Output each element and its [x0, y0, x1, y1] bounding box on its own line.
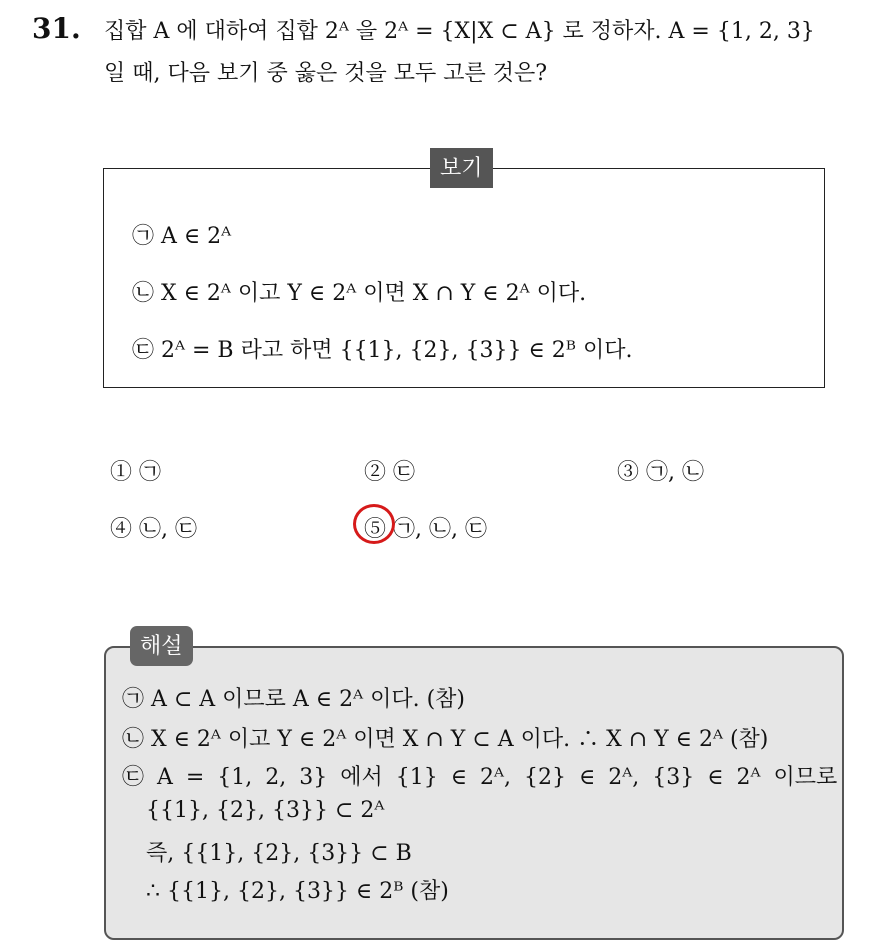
bogi-title: 보기 [430, 148, 493, 188]
answer-circle-mark [353, 504, 395, 544]
solution-line-2: ㉡ X ∈ 2ᴬ 이고 Y ∈ 2ᴬ 이면 X ∩ Y ⊂ A 이다. ∴ X ∩ Y ∈ 2ᴬ (참) [122, 727, 769, 752]
question-text-line-1: 집합 A 에 대하여 집합 2ᴬ 을 2ᴬ = {X|X ⊂ A} 로 정하자. A = {1, 2, 3} [104, 19, 815, 44]
bogi-item-2: ㉡ X ∈ 2ᴬ 이고 Y ∈ 2ᴬ 이면 X ∩ Y ∈ 2ᴬ 이다. [132, 281, 587, 306]
solution-line-6: ∴ {{1}, {2}, {3}} ∈ 2ᴮ (참) [146, 879, 449, 904]
solution-line-4: {{1}, {2}, {3}} ⊂ 2ᴬ [146, 798, 385, 823]
solution-line-5: 즉, {{1}, {2}, {3}} ⊂ B [146, 841, 412, 866]
choice-1[interactable]: ① ㉠ [110, 460, 161, 485]
choice-3[interactable]: ③ ㉠, ㉡ [617, 460, 704, 485]
solution-line-1: ㉠ A ⊂ A 이므로 A ∈ 2ᴬ 이다. (참) [122, 687, 465, 712]
choice-5[interactable]: ⑤ ㉠, ㉡, ㉢ [364, 517, 487, 542]
question-number: 31. [32, 12, 81, 45]
bogi-item-3: ㉢ 2ᴬ = B 라고 하면 {{1}, {2}, {3}} ∈ 2ᴮ 이다. [132, 338, 633, 363]
question-text-line-2: 일 때, 다음 보기 중 옳은 것을 모두 고른 것은? [104, 61, 548, 86]
bogi-item-1: ㉠ A ∈ 2ᴬ [132, 224, 232, 249]
solution-line-3: ㉢ A = {1, 2, 3} 에서 {1} ∈ 2ᴬ, {2} ∈ 2ᴬ, {3} ∈ 2ᴬ 이므로 [122, 765, 838, 790]
choice-2[interactable]: ② ㉢ [364, 460, 415, 485]
choice-4[interactable]: ④ ㉡, ㉢ [110, 517, 197, 542]
solution-title: 해설 [130, 626, 193, 666]
